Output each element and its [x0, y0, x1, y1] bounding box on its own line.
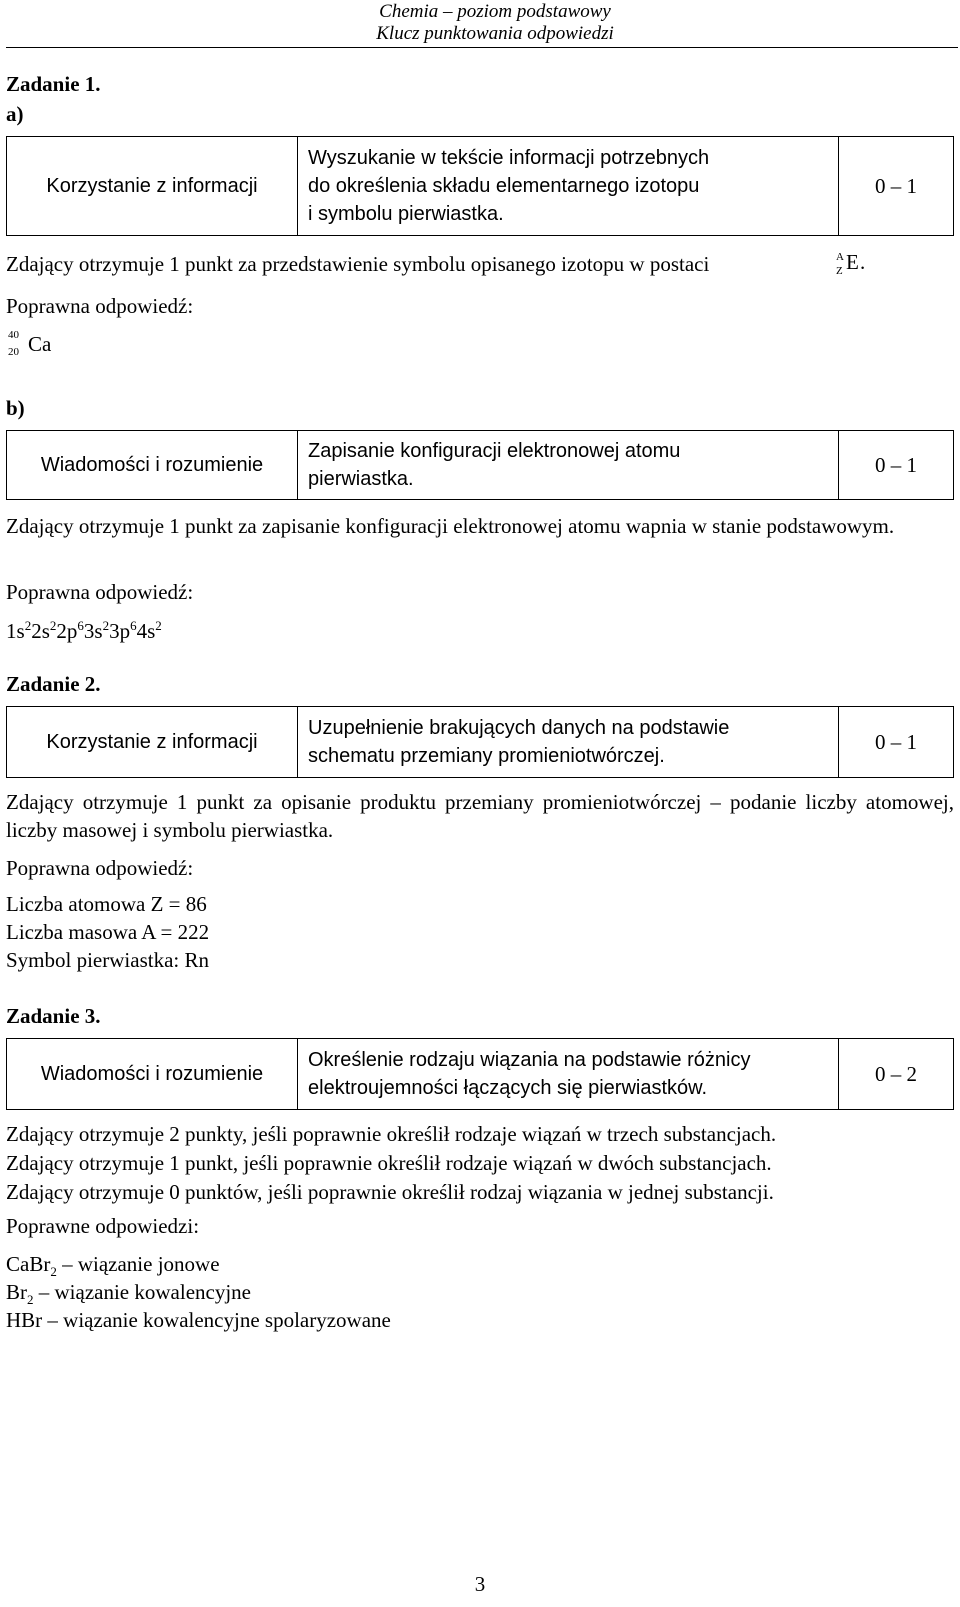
task-3-title: Zadanie 3.	[6, 1004, 101, 1028]
electron-count: 6	[77, 618, 84, 633]
task-3-criteria-table	[6, 1038, 954, 1110]
bond-type: – wiązanie jonowe	[56, 1252, 220, 1276]
requirement-line: Wyszukanie w tekście informacji potrzebnych	[308, 147, 710, 169]
points-range: 0 – 1	[839, 431, 954, 500]
orbital: 4s	[136, 619, 156, 643]
requirement-line: elektroujemności łączących się pierwiastków.	[308, 1077, 708, 1099]
formula-subscript: 2	[50, 1264, 57, 1280]
answer-line: Liczba masowa A = 222	[6, 920, 210, 944]
points-range: 0 – 1	[839, 707, 954, 778]
atomic-number: Z	[836, 265, 843, 277]
task-1-title: Zadanie 1.	[6, 72, 101, 96]
header-divider	[6, 47, 958, 48]
electron-count: 2	[155, 618, 162, 633]
orbital: 3s	[83, 619, 103, 643]
requirement-cell	[298, 137, 839, 236]
electron-count: 2	[24, 618, 32, 633]
requirement-line: Określenie rodzaju wiązania na podstawie różnicy	[308, 1049, 751, 1071]
formula: CaBr	[6, 1252, 51, 1276]
formula: HBr	[6, 1308, 43, 1332]
requirement-line: i symbolu pierwiastka.	[308, 203, 504, 225]
orbital: 2s	[31, 619, 50, 643]
task-1a-label: a)	[6, 102, 24, 126]
orbital: 2p	[56, 619, 78, 643]
generic-isotope-symbol	[836, 252, 882, 280]
mass-number: A	[836, 251, 844, 263]
page-header	[0, 0, 960, 48]
scoring-line: Zdający otrzymuje 0 punktów, jeśli poprawnie określił rodzaj wiązania w jednej substancji.	[6, 1180, 774, 1204]
bond-type: – wiązanie kowalencyjne	[33, 1280, 251, 1304]
electron-configuration	[6, 612, 162, 645]
answer-line: Symbol pierwiastka: Rn	[6, 948, 209, 972]
task-1b-scoring: Zdający otrzymuje 1 punkt za zapisanie konfiguracji elektronowej atomu wapnia w stanie podstawowym.	[6, 514, 895, 538]
requirement-line: do określenia składu elementarnego izotopu	[308, 175, 700, 197]
task-3-answer-label: Poprawne odpowiedzi:	[6, 1214, 200, 1238]
answer-isotope-symbol	[6, 330, 66, 362]
skill-area: Korzystanie z informacji	[7, 707, 298, 778]
orbital: 3p	[109, 619, 131, 643]
electron-count: 2	[102, 618, 110, 633]
task-1b-answer-label: Poprawna odpowiedź:	[6, 580, 194, 604]
requirement-cell	[298, 1039, 839, 1110]
requirement-line: schematu przemiany promieniotwórczej.	[308, 745, 665, 767]
skill-area: Korzystanie z informacji	[7, 137, 298, 236]
formula-subscript: 2	[27, 1292, 34, 1308]
requirement-cell	[298, 431, 839, 500]
symbol-period: .	[860, 250, 866, 274]
task-1a-answer-label: Poprawna odpowiedź:	[6, 294, 194, 318]
header-subject: Chemia – poziom podstawowy	[379, 1, 611, 22]
task-2-scoring: Zdający otrzymuje 1 punkt za opisanie produktu przemiany promieniotwórczej – podanie liczby atomowej, liczby masowej i symbolu pierwiastka.	[6, 790, 954, 842]
task-1a-scoring: Zdający otrzymuje 1 punkt za przedstawienie symbolu opisanego izotopu w postaci	[6, 252, 710, 276]
task-1b-criteria-table	[6, 430, 954, 500]
requirement-cell	[298, 707, 839, 778]
task-1b-label: b)	[6, 396, 25, 420]
task-1a-criteria-table	[6, 136, 954, 236]
mass-number: 40	[8, 329, 19, 341]
orbital: 1s	[6, 619, 25, 643]
answer-line	[6, 1306, 391, 1334]
task-2-title: Zadanie 2.	[6, 672, 101, 696]
bond-type: – wiązanie kowalencyjne spolaryzowane	[42, 1308, 391, 1332]
element-symbol: E	[846, 250, 859, 274]
header-key-title: Klucz punktowania odpowiedzi	[376, 23, 614, 44]
task-2-answer-label: Poprawna odpowiedź:	[6, 856, 194, 880]
scoring-line: Zdający otrzymuje 2 punkty, jeśli poprawnie określił rodzaje wiązań w trzech substancjach.	[6, 1122, 777, 1146]
electron-count: 2	[49, 618, 57, 633]
task-2-criteria-table	[6, 706, 954, 778]
skill-area: Wiadomości i rozumienie	[7, 1039, 298, 1110]
electron-count: 6	[130, 618, 137, 633]
atomic-number: 20	[8, 346, 19, 358]
requirement-line: Uzupełnienie brakujących danych na podstawie	[308, 717, 730, 739]
skill-area: Wiadomości i rozumienie	[7, 431, 298, 500]
formula: Br	[6, 1280, 27, 1304]
requirement-line: pierwiastka.	[308, 468, 414, 490]
requirement-line: Zapisanie konfiguracji elektronowej atomu	[308, 440, 681, 462]
points-range: 0 – 1	[839, 137, 954, 236]
scoring-line: Zdający otrzymuje 1 punkt, jeśli poprawnie określił rodzaje wiązań w dwóch substancjach.	[6, 1151, 772, 1175]
page-number: 3	[474, 1572, 486, 1596]
answer-line: Liczba atomowa Z = 86	[6, 892, 207, 916]
points-range: 0 – 2	[839, 1039, 954, 1110]
element-symbol: Ca	[28, 332, 52, 356]
